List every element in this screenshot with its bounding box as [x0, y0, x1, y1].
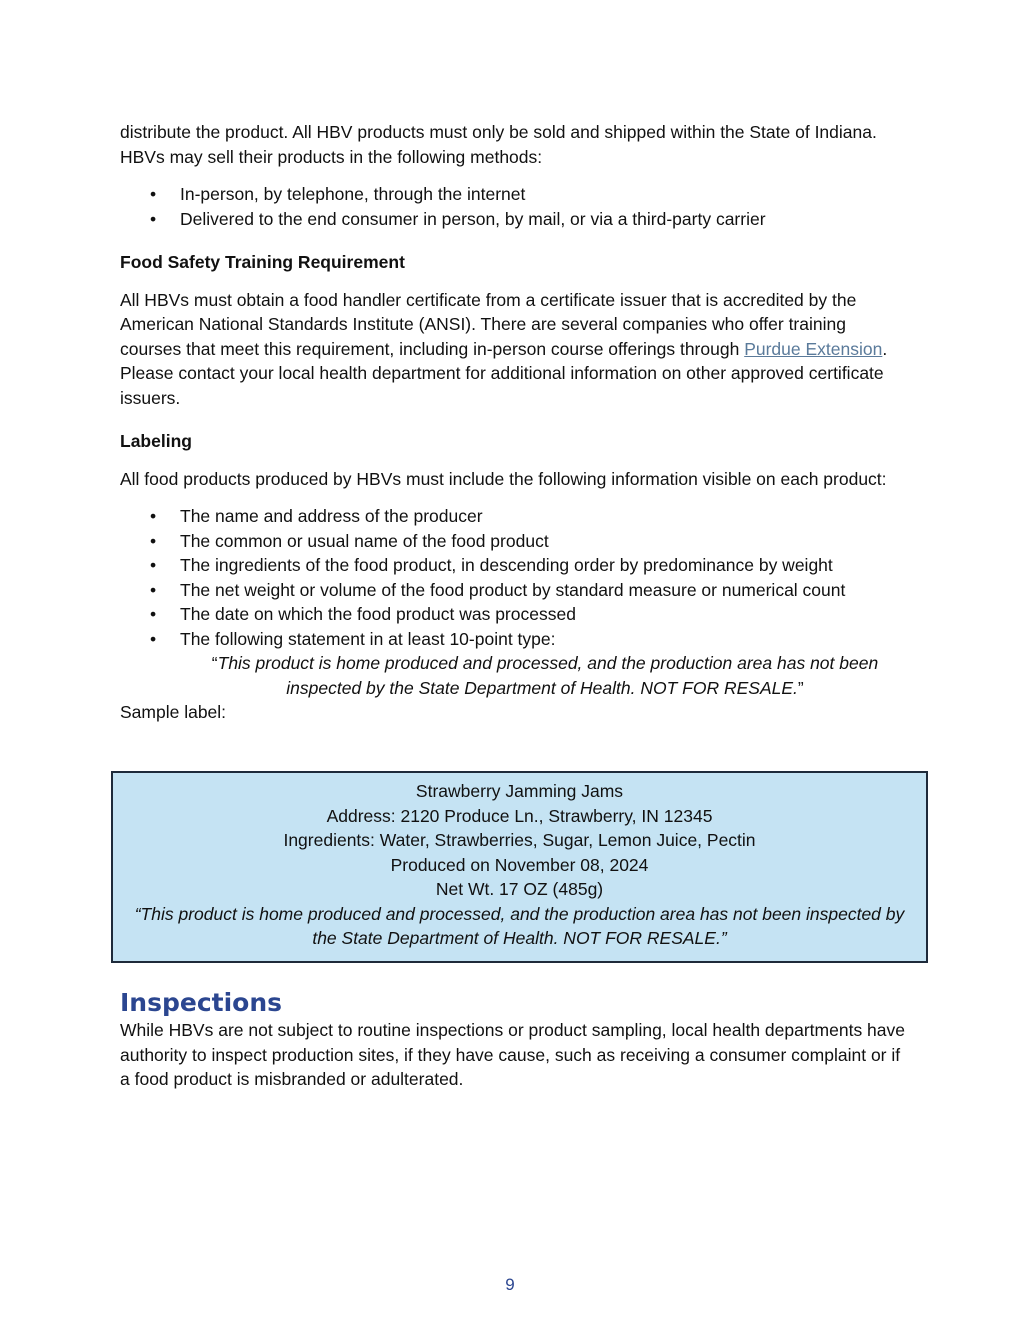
labeling-requirements-list — [120, 504, 910, 651]
sample-label-box — [111, 771, 928, 963]
inspections-heading: Inspections — [120, 988, 283, 1017]
label-statement: “This product is home produced and processed, and the production area has not been inspected by the State Department of Health. NOT FOR RESALE.” — [134, 903, 905, 948]
list-item: • The following statement in at least 10-point type: — [180, 627, 910, 652]
sales-methods-list — [120, 182, 910, 231]
intro-paragraph: distribute the product. All HBV products must only be sold and shipped within the State of Indiana. HBVs may sell their products in the following methods: — [120, 122, 877, 167]
label-net-weight: Net Wt. 17 OZ (485g) — [435, 879, 604, 899]
label-address: Address: 2120 Produce Ln., Strawberry, IN 12345 — [326, 805, 713, 826]
required-statement — [120, 651, 910, 700]
training-text-after: . Please contact your local health department for additional information on other approved certificate issuers. — [120, 338, 888, 408]
purdue-extension-link[interactable]: Purdue Extension — [744, 338, 883, 359]
quote-close: ” — [797, 677, 804, 698]
list-item: • The name and address of the producer — [180, 504, 910, 529]
list-item: • The net weight or volume of the food product by standard measure or numerical count — [180, 578, 910, 603]
label-produced-date: Produced on November 08, 2024 — [390, 854, 649, 875]
labeling-heading: Labeling — [120, 431, 192, 451]
inspections-paragraph: While HBVs are not subject to routine inspections or product sampling, local health departments have authority to inspect production sites, if they have cause, such as receiving a consumer complaint or if a food product is misbranded or adulterated. — [120, 1020, 906, 1089]
sample-label-caption: Sample label: — [120, 702, 227, 722]
list-item: • The ingredients of the food product, in descending order by predominance by weight — [180, 553, 910, 578]
inspections-section — [120, 988, 910, 1092]
list-item: • The common or usual name of the food product — [180, 529, 910, 554]
label-product-name: Strawberry Jamming Jams — [415, 781, 624, 801]
label-ingredients: Ingredients: Water, Strawberries, Sugar, Lemon Juice, Pectin — [283, 830, 756, 850]
page-body — [120, 120, 910, 725]
list-item: • In-person, by telephone, through the internet — [180, 182, 910, 207]
labeling-intro: All food products produced by HBVs must include the following information visible on each product: — [120, 468, 887, 489]
page-number: 9 — [505, 1275, 515, 1294]
training-paragraph — [120, 288, 910, 411]
list-item: • The date on which the food product was processed — [180, 602, 910, 627]
training-text-before: All HBVs must obtain a food handler certificate from a certificate issuer that is accredited by the American National Standards Institute (ANSI). There are several companies who offer training courses that meet this requirement, including in-person course offerings through — [120, 289, 857, 359]
training-heading: Food Safety Training Requirement — [120, 252, 405, 272]
statement-text: This product is home produced and processed, and the production area has not been inspected by the State Department of Health. NOT FOR RESALE. — [217, 653, 879, 698]
list-item: • Delivered to the end consumer in person, by mail, or via a third-party carrier — [180, 207, 910, 232]
quote-open: “ — [211, 653, 218, 673]
